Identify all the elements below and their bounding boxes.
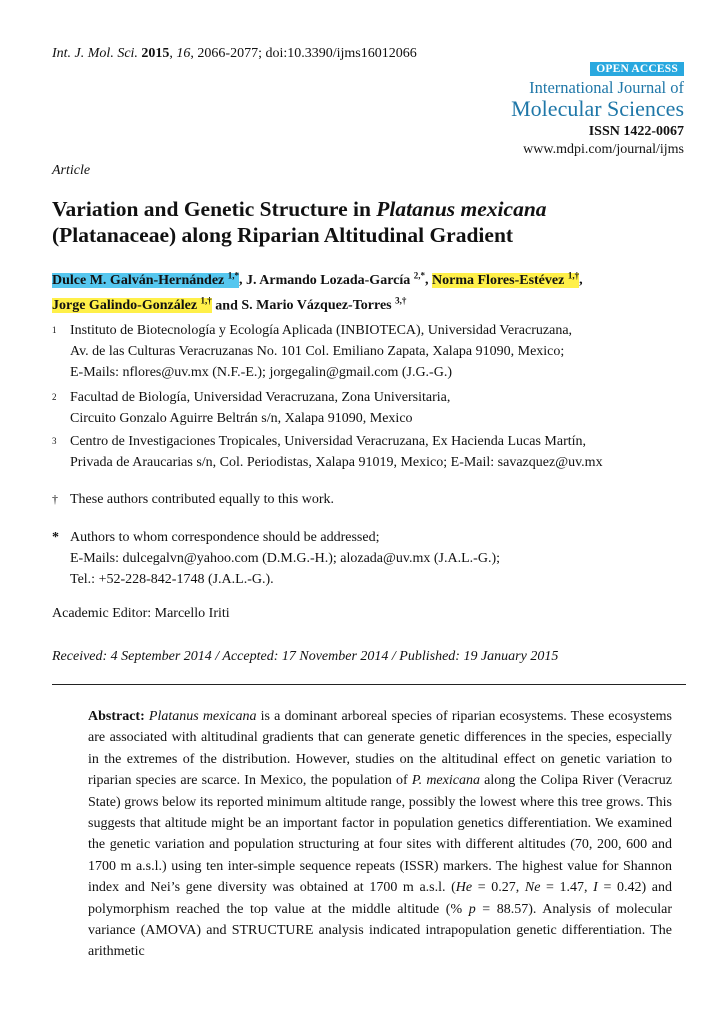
open-access-badge: OPEN ACCESS [590, 62, 684, 76]
issn: ISSN 1422-0067 [588, 124, 684, 139]
section-divider [52, 684, 686, 685]
author-list: Dulce M. Galván-Hernández $^{1,*}$, J. Armando Lozada-García $^{2,*}$, Norma Flores-Estévez $^{1,\dagger}$, Jorge Galindo-González $^{1,\dagger}$ and S. Mario Vázquez-Torres $^{3,\dagger}$ [52, 270, 583, 314]
author-4[interactable]: Jorge Galindo-González $^{1,\dagger}$ [52, 295, 212, 314]
article-type: Article [52, 163, 91, 178]
author-3[interactable]: Norma Flores-Estévez $^{1,\dagger}$ [432, 270, 580, 288]
paper-title [52, 196, 672, 248]
academic-editor: Academic Editor: Marcello Iriti [52, 606, 230, 621]
title-species: Platanus mexicana [376, 197, 547, 221]
journal-name-line2: Molecular Sciences [511, 96, 684, 121]
journal-url[interactable]: www.mdpi.com/journal/ijms [523, 142, 684, 157]
citation-doi: 2066-2077; doi:10.3390/ijms16012066 [197, 46, 417, 61]
affiliation-3: 3 Centro de Investigaciones Tropicales, Universidad Veracruzana, Ex Hacienda Lucas Martín, Privada de Araucarias s/n, Col. Periodistas, Xalapa 91019, Mexico; E-Mail: savazquez@uv.mx [52, 434, 603, 470]
author-1[interactable]: Dulce M. Galván-Hernández $^{1,*}$ [52, 270, 240, 288]
abstract: Abstract: Platanus mexicana is a dominant arboreal species of riparian ecosystems. These ecosystems are associated with altitudinal gradients that can generate genetic differences in the species, especially in the extremes of the distribution. However, studies on the altitudinal effect on genetic variation to riparian species are scarce. In Mexico, the population of P. mexicana along the Colipa River (Veracruz State) grows below its reported minimum altitude range, possibly the lowest where this tree grows. This suggests that altitude might be an important factor in population genetics differentiation. We examined the genetic variation and population structuring at four sites with different altitudes (70, 200, 600 and 1700 m a.s.l.) using ten inter-simple sequence repeats (ISSR) markers. The highest value for Shannon index and Nei’s gene diversity was obtained at 1700 m a.s.l. (He = 0.27, Ne = 1.47, I = 0.42) and polymorphism reached the top value at the middle altitude (% p = 88.57). Analysis of molecular variance (AMOVA) and STRUCTURE analysis indicated intrapopulation genetic differentiation. The arithmetic [88, 709, 673, 960]
equal-contribution-note: † These authors contributed equally to this work. [52, 492, 334, 507]
citation-line: Int. J. Mol. Sci. 2015, 16, 2066-2077; doi:10.3390/ijms16012066 [52, 46, 417, 61]
journal-name-line1: International Journal of [529, 78, 684, 97]
correspondence-note: * Authors to whom correspondence should be addressed; E-Mails: dulcegalvn@yahoo.com (D.M.G.-H.); alozada@uv.mx (J.A.L.-G.); Tel.: +52-228-842-1748 (J.A.L.-G.). [52, 530, 500, 587]
citation-volume: 16 [176, 46, 191, 61]
author-5[interactable]: S. Mario Vázquez-Torres $^{3,\dagger}$ [241, 295, 407, 314]
journal-abbrev: Int. J. Mol. Sci. [52, 46, 138, 61]
author-2[interactable]: J. Armando Lozada-García $^{2,*}$ [246, 270, 426, 288]
title-part2: (Platanaceae) along Riparian Altitudinal Gradient [52, 223, 514, 247]
affiliation-1: 1 Instituto de Biotecnología y Ecología Aplicada (INBIOTECA), Universidad Veracruzana, Av. de las Culturas Veracruzanas No. 101 Col. Emiliano Zapata, Xalapa 91090, Mexico; E-Mails: nflores@uv.mx (N.F.-E.); jorgegalin@gmail.com (J.G.-G.) [52, 323, 573, 380]
publication-dates: Received: 4 September 2014 / Accepted: 17 November 2014 / Published: 19 January 2015 [52, 649, 559, 664]
citation-year: 2015 [141, 46, 170, 61]
title-part1: Variation and Genetic Structure in [52, 197, 377, 221]
affiliation-2: 2 Facultad de Biología, Universidad Veracruzana, Zona Universitaria, Circuito Gonzalo Aguirre Beltrán s/n, Xalapa 91090, Mexico [52, 390, 451, 426]
